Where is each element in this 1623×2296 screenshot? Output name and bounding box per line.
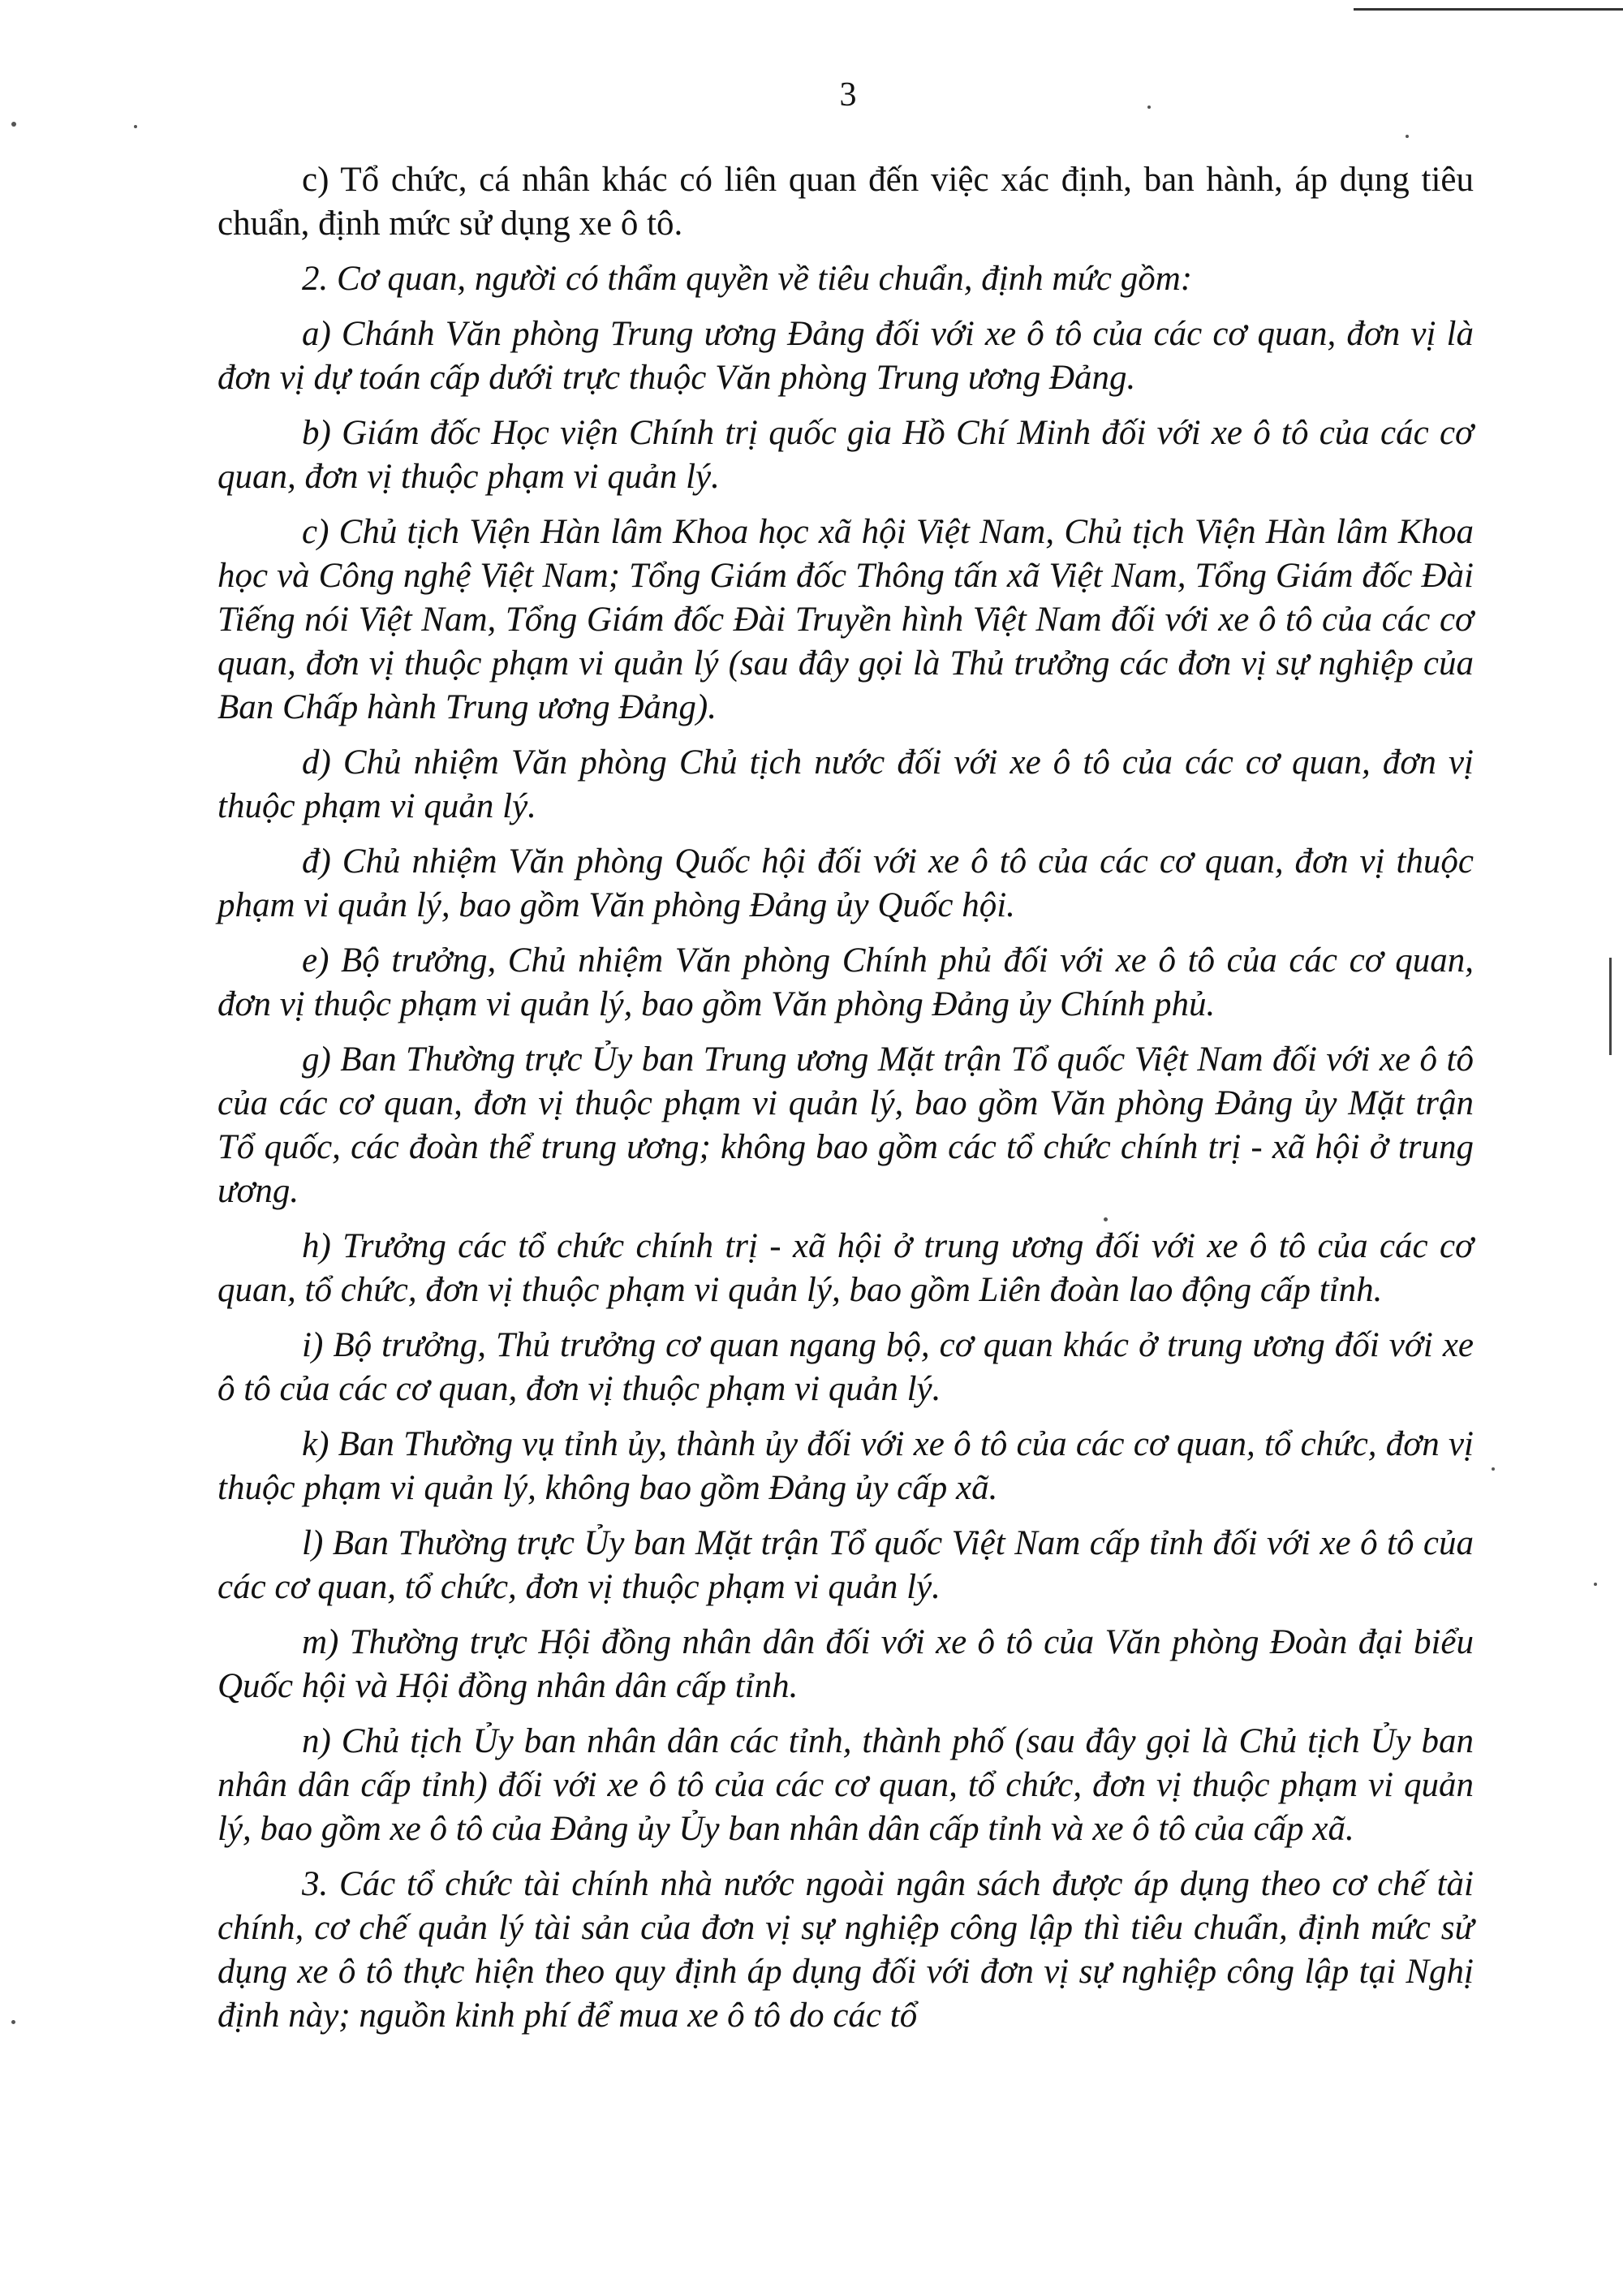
paragraph: c) Tổ chức, cá nhân khác có liên quan đến việc xác định, ban hành, áp dụng tiêu chuẩn, định mức sử dụng xe ô tô. [217,161,1474,243]
scan-speck [11,2020,15,2024]
scan-speck [1594,1583,1597,1586]
paragraph: m) Thường trực Hội đồng nhân dân đối với xe ô tô của Văn phòng Đoàn đại biểu Quốc hội và Hội đồng nhân dân cấp tỉnh. [217,1623,1474,1705]
paragraph: l) Ban Thường trực Ủy ban Mặt trận Tổ quốc Việt Nam cấp tỉnh đối với xe ô tô của các cơ quan, tổ chức, đơn vị thuộc phạm vi quản lý. [217,1524,1474,1606]
scan-speck [11,122,16,127]
scan-speck [1147,106,1151,109]
scan-speck [134,125,137,128]
paragraph: 2. Cơ quan, người có thẩm quyền về tiêu chuẩn, định mức gồm: [302,260,1193,298]
scan-speck [1492,1467,1495,1471]
paragraph: i) Bộ trưởng, Thủ trưởng cơ quan ngang bộ, cơ quan khác ở trung ương đối với xe ô tô của các cơ quan, đơn vị thuộc phạm vi quản lý. [217,1326,1474,1408]
paragraph: e) Bộ trưởng, Chủ nhiệm Văn phòng Chính phủ đối với xe ô tô của các cơ quan, đơn vị thuộc phạm vi quản lý, bao gồm Văn phòng Đảng ủy Chính phủ. [217,941,1474,1023]
paragraph: n) Chủ tịch Ủy ban nhân dân các tỉnh, thành phố (sau đây gọi là Chủ tịch Ủy ban nhân dân cấp tỉnh) đối với xe ô tô của các cơ quan, tổ chức, đơn vị thuộc phạm vi quản lý, bao gồm xe ô tô của Đảng ủy Ủy ban nhân dân cấp tỉnh và xe ô tô của cấp xã. [217,1722,1474,1848]
paragraph: 3. Các tổ chức tài chính nhà nước ngoài ngân sách được áp dụng theo cơ chế tài chính, cơ chế quản lý tài sản của đơn vị sự nghiệp công lập thì tiêu chuẩn, định mức sử dụng xe ô tô thực hiện theo quy định áp dụng đối với đơn vị sự nghiệp công lập tại Nghị định này; nguồn kinh phí để mua xe ô tô do các tổ [217,1865,1474,2035]
scan-speck [1406,135,1409,138]
paragraph: a) Chánh Văn phòng Trung ương Đảng đối với xe ô tô của các cơ quan, đơn vị là đơn vị dự toán cấp dưới trực thuộc Văn phòng Trung ương Đảng. [217,315,1474,397]
scan-margin-mark [1609,958,1612,1055]
paragraph: b) Giám đốc Học viện Chính trị quốc gia Hồ Chí Minh đối với xe ô tô của các cơ quan, đơn vị thuộc phạm vi quản lý. [217,414,1474,496]
paragraph: k) Ban Thường vụ tỉnh ủy, thành ủy đối với xe ô tô của các cơ quan, tổ chức, đơn vị thuộc phạm vi quản lý, không bao gồm Đảng ủy cấp xã. [217,1425,1474,1507]
document-body [217,158,1474,2049]
top-rule [1354,8,1623,11]
paragraph: d) Chủ nhiệm Văn phòng Chủ tịch nước đối với xe ô tô của các cơ quan, đơn vị thuộc phạm vi quản lý. [217,743,1474,825]
paragraph: c) Chủ tịch Viện Hàn lâm Khoa học xã hội Việt Nam, Chủ tịch Viện Hàn lâm Khoa học và Công nghệ Việt Nam; Tổng Giám đốc Thông tấn xã Việt Nam, Tổng Giám đốc Đài Tiếng nói Việt Nam, Tổng Giám đốc Đài Truyền hình Việt Nam đối với xe ô tô của các cơ quan, đơn vị thuộc phạm vi quản lý (sau đây gọi là Thủ trưởng các đơn vị sự nghiệp của Ban Chấp hành Trung ương Đảng). [217,513,1474,726]
page-number: 3 [839,76,857,114]
paragraph: đ) Chủ nhiệm Văn phòng Quốc hội đối với xe ô tô của các cơ quan, đơn vị thuộc phạm vi quản lý, bao gồm Văn phòng Đảng ủy Quốc hội. [217,842,1474,924]
paragraph: g) Ban Thường trực Ủy ban Trung ương Mặt trận Tổ quốc Việt Nam đối với xe ô tô của các cơ quan, đơn vị thuộc phạm vi quản lý, bao gồm Văn phòng Đảng ủy Mặt trận Tổ quốc, các đoàn thể trung ương; không bao gồm các tổ chức chính trị - xã hội ở trung ương. [217,1040,1474,1210]
paragraph: h) Trưởng các tổ chức chính trị - xã hội ở trung ương đối với xe ô tô của các cơ quan, tổ chức, đơn vị thuộc phạm vi quản lý, bao gồm Liên đoàn lao động cấp tỉnh. [217,1227,1474,1309]
